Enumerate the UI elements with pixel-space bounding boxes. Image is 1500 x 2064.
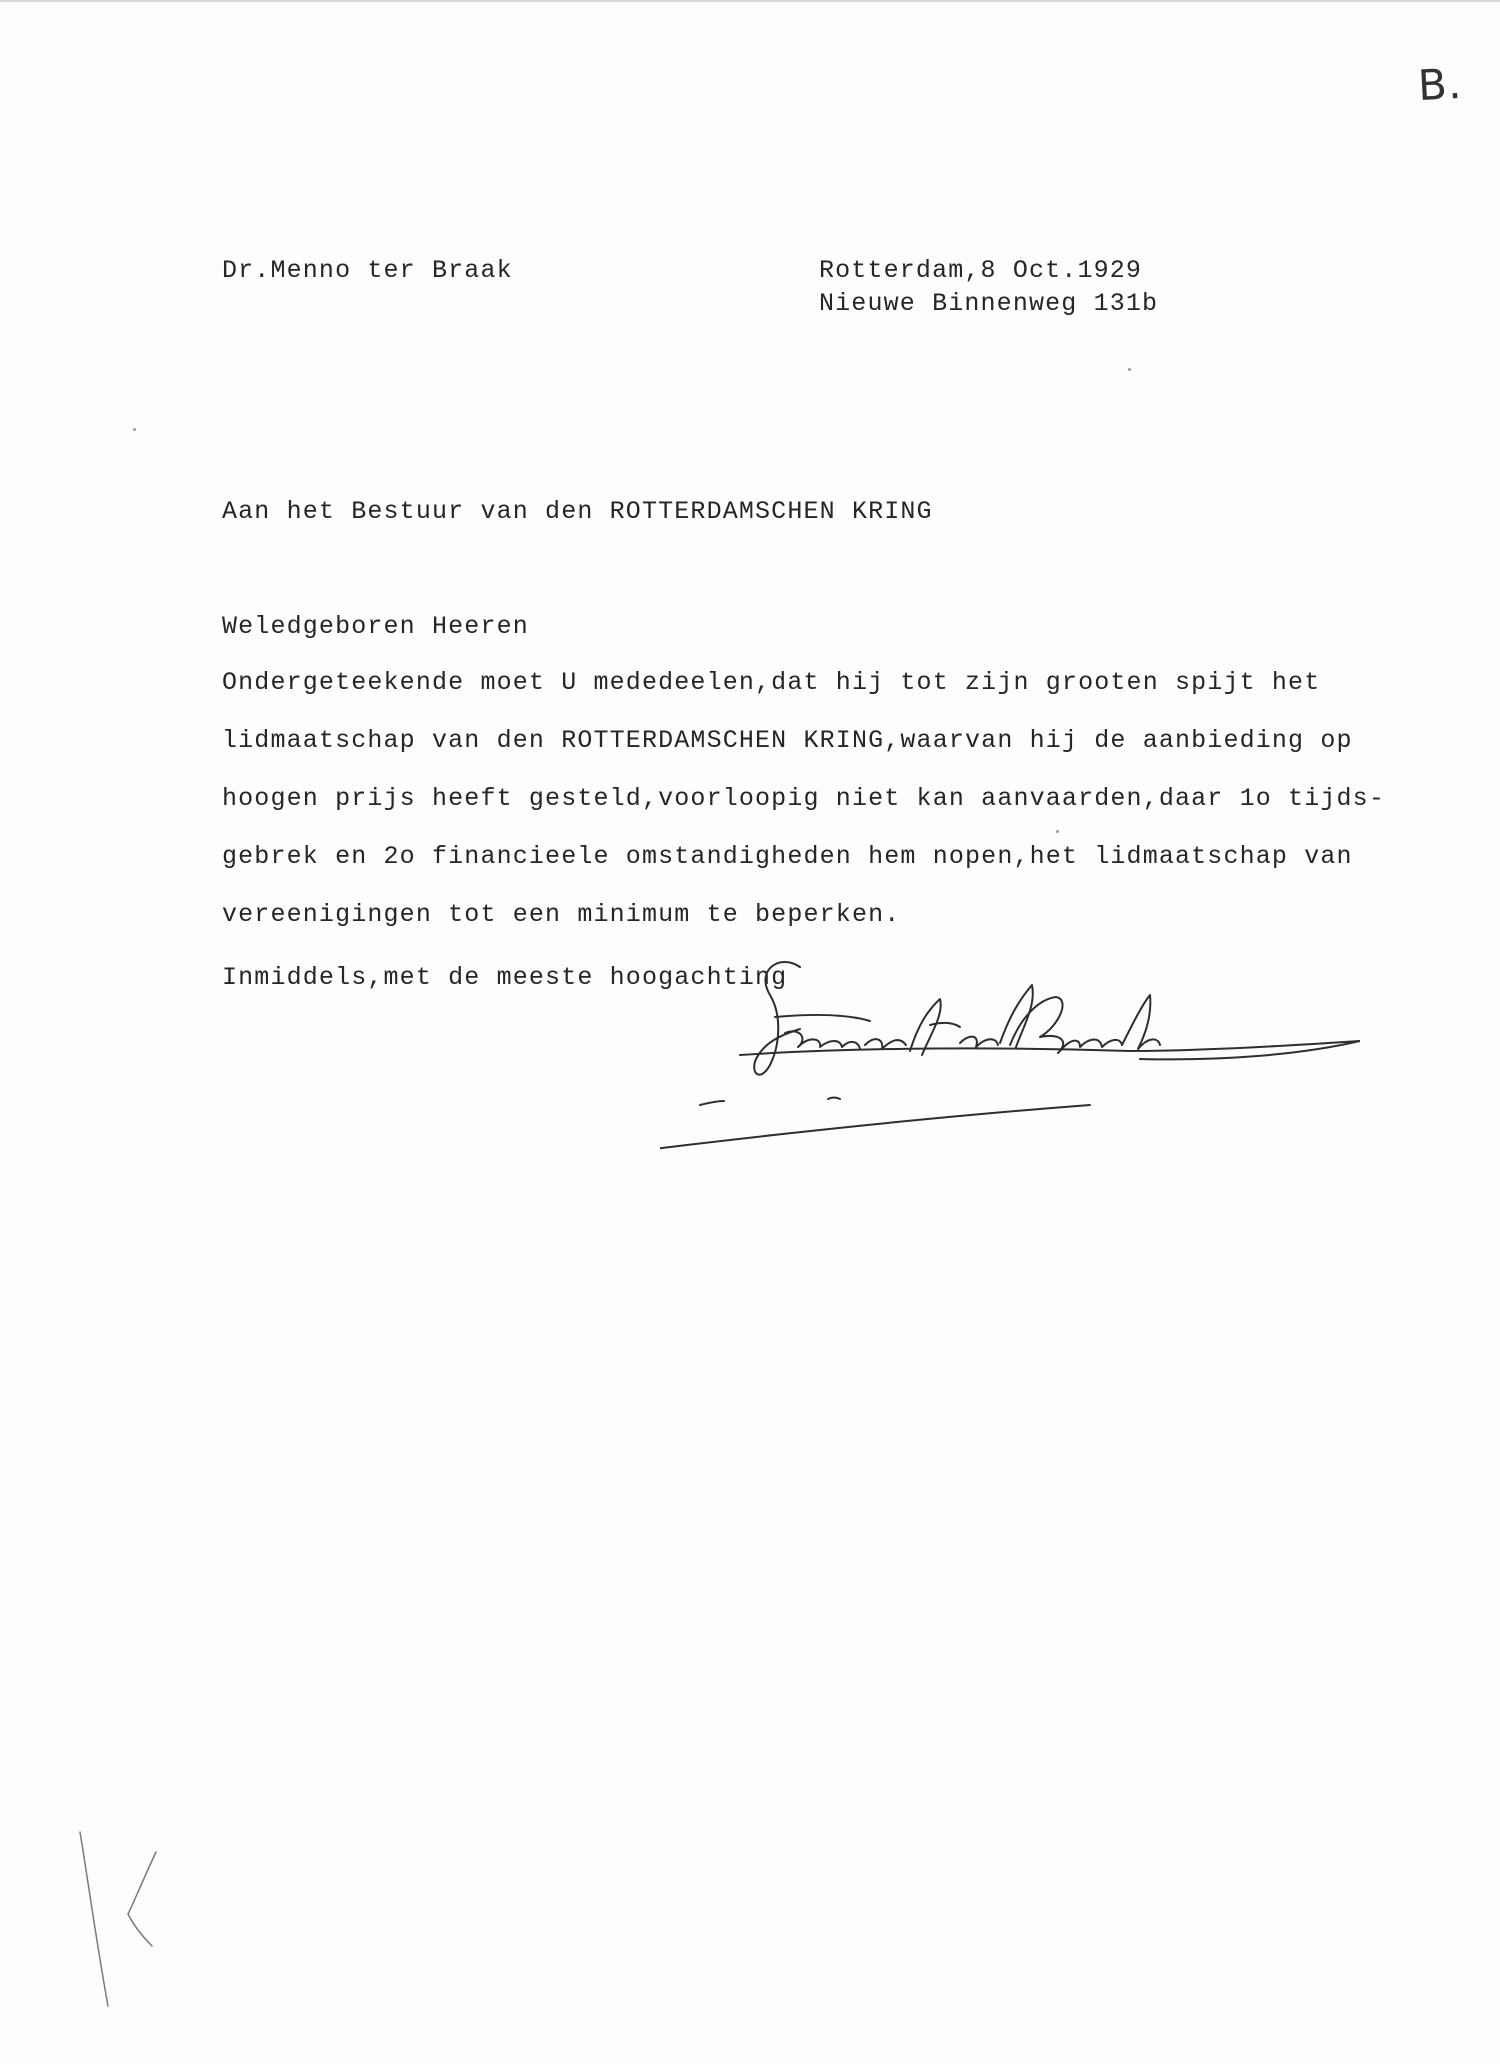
sender-name: Dr.Menno ter Braak [222,256,513,285]
sender-address: Nieuwe Binnenweg 131b [819,289,1159,318]
body-line: Ondergeteekende moet U mededeelen,dat hij tot zijn grooten spijt het [222,668,1321,697]
place-date: Rotterdam,8 Oct.1929 [819,256,1143,285]
salutation: Weledgeboren Heeren [222,612,529,641]
letter-body [222,668,1472,958]
body-line: hoogen prijs heeft gesteld,voorloopig niet kan aanvaarden,daar 1o tijds- [222,784,1385,813]
closing: Inmiddels,met de meeste hoogachting [222,963,788,992]
paper-speck [133,428,136,431]
body-line: vereenigingen tot een minimum te beperken. [222,900,901,929]
paper-speck [1056,830,1059,833]
page-top-edge [0,0,1500,2]
margin-pencil-mark [60,1830,180,2010]
addressee: Aan het Bestuur van den ROTTERDAMSCHEN KRING [222,497,933,526]
body-line: lidmaatschap van den ROTTERDAMSCHEN KRING,waarvan hij de aanbieding op [222,726,1353,755]
body-line: gebrek en 2o financieele omstandigheden hem nopen,het lidmaatschap van [222,842,1353,871]
handwritten-signature [660,955,1360,1155]
paper-speck [1128,368,1131,371]
archive-mark: B. [1416,58,1464,111]
